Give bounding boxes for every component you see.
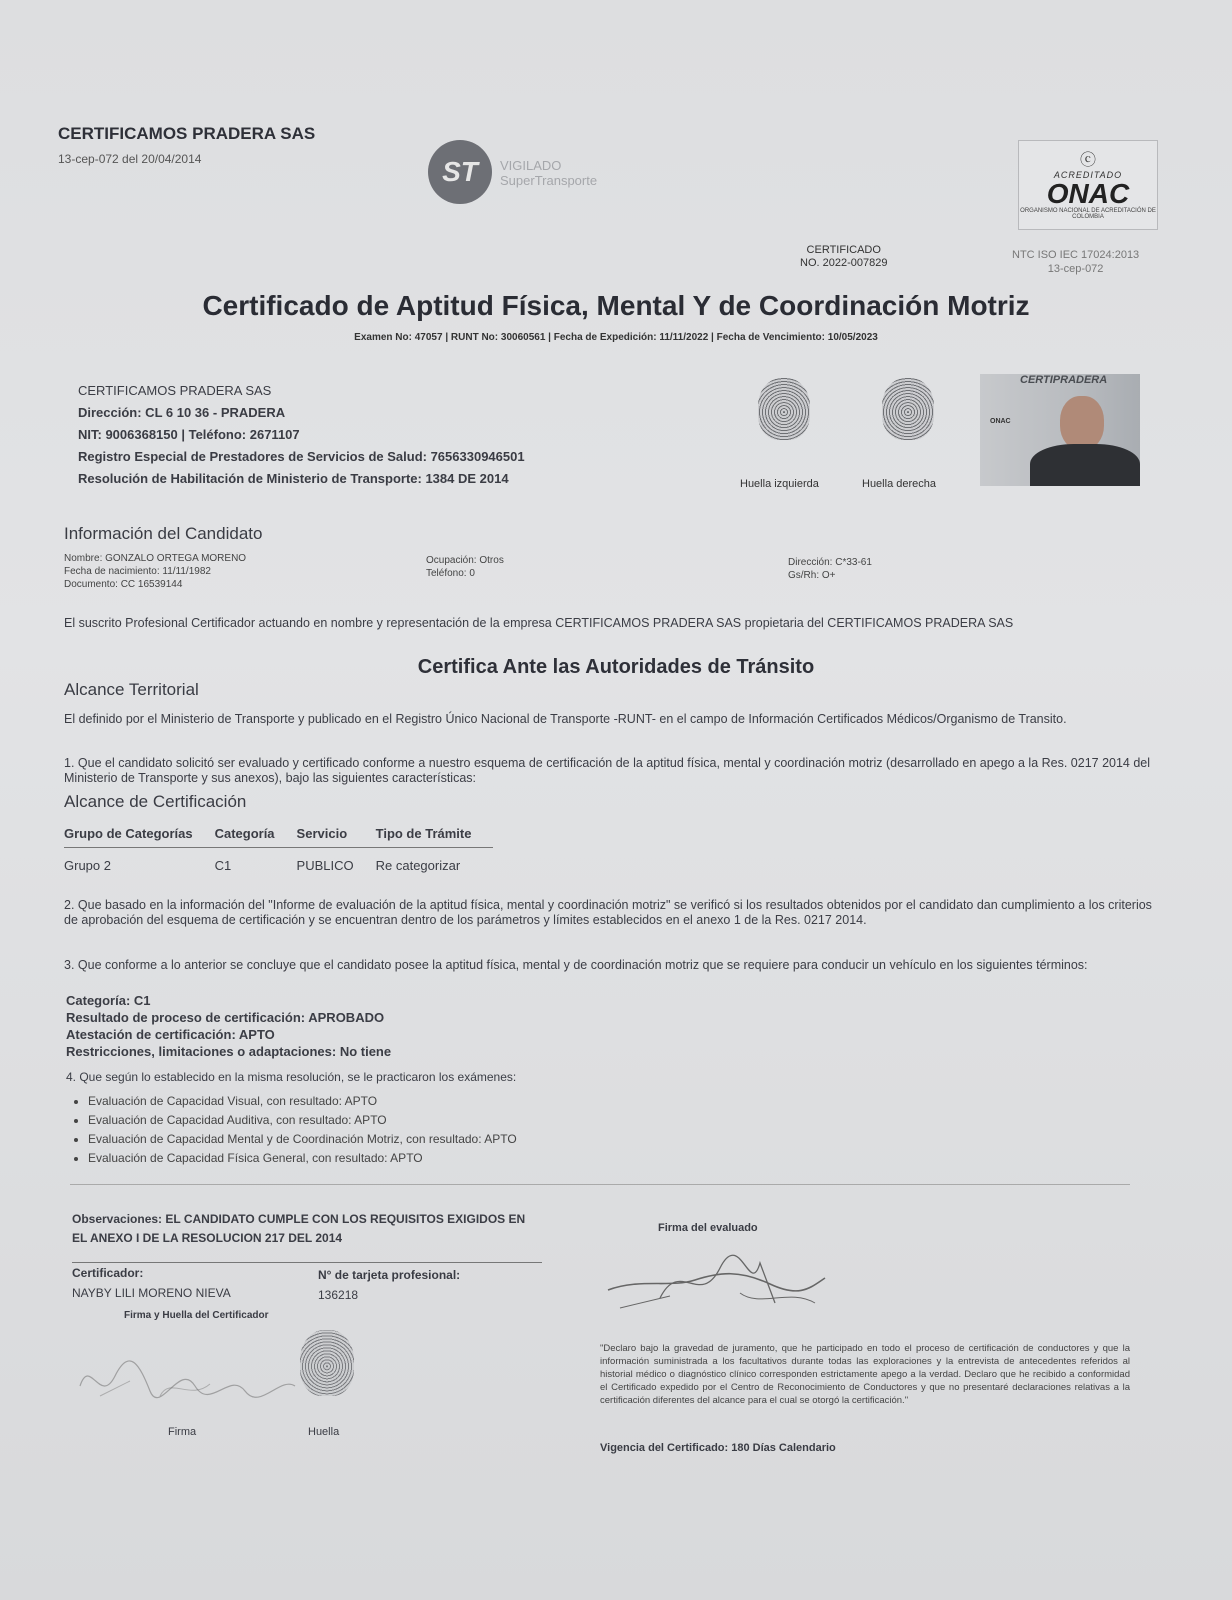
- certifier-label: Certificador:: [72, 1266, 144, 1280]
- st-brand-line2: SuperTransporte: [500, 173, 598, 188]
- issuer-nit: NIT: 9006368150 | Teléfono: 2671107: [78, 427, 300, 442]
- supertransporte-brand: [500, 158, 597, 188]
- left-fingerprint-image: [758, 378, 810, 440]
- right-fingerprint-label: Huella derecha: [862, 478, 936, 490]
- issuer-resolucion: Resolución de Habilitación de Ministerio de Transporte: 1384 DE 2014: [78, 471, 509, 486]
- observations-underline: [72, 1262, 542, 1263]
- issuer-info: [78, 380, 525, 490]
- issuer-registro: Registro Especial de Prestadores de Servicios de Salud: 7656330946501: [78, 449, 525, 464]
- observations: Observaciones: EL CANDIDATO CUMPLE CON LOS REQUISITOS EXIGIDOS EN EL ANEXO I DE LA RESOLUCION 217 DEL 2014: [72, 1212, 526, 1245]
- list-item: • Evaluación de Capacidad Mental y de Coordinación Motriz, con resultado: APTO: [88, 1130, 770, 1149]
- certifier-signature: [70, 1346, 300, 1416]
- certifier-sign-label: Firma y Huella del Certificador: [124, 1310, 269, 1321]
- cell-grupo: Grupo 2: [64, 858, 111, 873]
- issuer-address: Dirección: CL 6 10 36 - PRADERA: [78, 405, 286, 420]
- onac-name: ONAC: [1046, 178, 1130, 209]
- photo-brand: CERTIPRADERA: [1020, 374, 1108, 386]
- candidate-photo: [980, 374, 1140, 486]
- cell-tramite: Re categorizar: [375, 858, 461, 873]
- ntc-standard-value: NTC ISO IEC 17024:2013: [1012, 249, 1140, 261]
- table-row: [64, 848, 493, 874]
- evaluado-sign-label: Firma del evaluado: [658, 1222, 758, 1234]
- candidate-phone: Teléfono: 0: [426, 568, 475, 579]
- certificate-number-value: NO. 2022-007829: [800, 257, 888, 269]
- candidate-blood-type: Gs/Rh: O+: [788, 570, 836, 581]
- divider: [70, 1184, 1130, 1185]
- candidate-address: Dirección: C*33-61: [788, 557, 872, 568]
- supertransporte-logo: ST: [428, 140, 492, 204]
- list-item: • Evaluación de Capacidad Visual, con resultado: APTO: [88, 1092, 770, 1111]
- certification-results: [66, 992, 391, 1060]
- category-table-grid: [64, 826, 493, 873]
- candidate-name: Nombre: GONZALO ORTEGA MORENO: [64, 553, 247, 564]
- result-proceso: Resultado de proceso de certificación: APROBADO: [66, 1010, 385, 1025]
- intro-paragraph: El suscrito Profesional Certificador actuando en nombre y representación de la empresa CERTIFICAMOS PRADERA SAS propietaria del CERTIFICAMOS PRADERA SAS: [64, 616, 1014, 630]
- alcance-territorial-title: Alcance Territorial: [64, 680, 199, 699]
- candidate-section-title: Información del Candidato: [64, 524, 263, 543]
- candidate-document: Documento: CC 16539144: [64, 579, 183, 590]
- certifier-fingerprint: [300, 1330, 354, 1396]
- certificate-number: [800, 244, 887, 270]
- onac-symbol-icon: ⓒ: [1079, 152, 1096, 169]
- left-fingerprint-label: Huella izquierda: [740, 478, 819, 490]
- header-categoria: Categoría: [215, 826, 297, 848]
- list-item: • Evaluación de Capacidad Auditiva, con resultado: APTO: [88, 1111, 770, 1130]
- exams-list: [70, 1092, 770, 1168]
- photo-body: [1030, 444, 1140, 486]
- ntc-standard: [1012, 248, 1139, 276]
- certificate-validity: Vigencia del Certificado: 180 Días Calendario: [600, 1442, 836, 1454]
- list-item: • Evaluación de Capacidad Física General, con resultado: APTO: [88, 1149, 770, 1168]
- category-table-header: [64, 826, 493, 848]
- alcance-certificacion-title: Alcance de Certificación: [64, 792, 247, 811]
- firma-label: Firma: [168, 1426, 197, 1438]
- photo-head: [1060, 396, 1104, 450]
- right-fingerprint-image: [882, 378, 934, 440]
- header-servicio: Servicio: [297, 826, 376, 848]
- card-number: 136218: [318, 1288, 359, 1302]
- card-number-label: N° de tarjeta profesional:: [318, 1268, 461, 1282]
- certifica-title: Certifica Ante las Autoridades de Tránsito: [417, 656, 815, 678]
- issuer-name: CERTIFICAMOS PRADERA SAS: [78, 383, 272, 398]
- candidate-birthdate: Fecha de nacimiento: 11/11/1982: [64, 566, 211, 577]
- st-brand-line1: VIGILADO: [500, 158, 562, 173]
- candidate-occupation: Ocupación: Otros: [426, 555, 504, 566]
- header-grupo: Grupo de Categorías: [64, 826, 215, 848]
- point-3: 3. Que conforme a lo anterior se concluye que el candidato posee la aptitud física, mental y de coordinación motriz que se requiere para conducir un vehículo en los siguientes términos:: [64, 958, 1088, 972]
- category-table: [64, 826, 493, 873]
- exam-info-line: Examen No: 47057 | RUNT No: 30060561 | Fecha de Expedición: 11/11/2022 | Fecha de Vencimiento: 10/05/2023: [354, 332, 878, 343]
- cep-reference: 13-cep-072 del 20/04/2014: [58, 152, 202, 166]
- result-atestacion: Atestación de certificación: APTO: [66, 1027, 275, 1042]
- ntc-cep: 13-cep-072: [1047, 263, 1104, 275]
- evaluado-declaration: "Declaro bajo la gravedad de juramento, que he participado en todo el proceso de certificación de conductores y que la información suministrada a los facultativos durante todas las exploraciones y la entrevista de antecedentes referidos al historial médico o diagnóstico clínico corresponden estrictamente apego a la verdad. Declaro que he recibido a conformidad el Certificado expedido por el Centro de Reconocimiento de Conductores y que no presentaré declaraciones relativas a la certificación diferentes del alcance para el cual se otorgó la certificación.": [600, 1343, 1130, 1406]
- company-name-header: CERTIFICAMOS PRADERA SAS: [58, 124, 316, 143]
- header-tramite: Tipo de Trámite: [376, 826, 494, 848]
- photo-onac: ONAC: [990, 418, 1011, 425]
- result-categoria: Categoría: C1: [66, 993, 151, 1008]
- cell-servicio: PUBLICO: [296, 858, 354, 873]
- result-restricciones: Restricciones, limitaciones o adaptaciones: No tiene: [66, 1044, 392, 1059]
- candidate-col2: [426, 554, 504, 580]
- evaluado-signature: [600, 1248, 840, 1328]
- certifier-name: NAYBY LILI MORENO NIEVA: [72, 1286, 231, 1300]
- candidate-col3: [788, 556, 872, 582]
- cell-categoria: C1: [214, 858, 232, 873]
- candidate-col1: [64, 552, 246, 591]
- point-4: 4. Que según lo establecido en la misma resolución, se le practicaron los exámenes:: [66, 1070, 517, 1084]
- alcance-territorial-text: El definido por el Ministerio de Transporte y publicado en el Registro Único Nacional de Transporte -RUNT- en el campo de Información Certificados Médicos/Organismo de Transito.: [64, 712, 1067, 726]
- document-title: Certificado de Aptitud Física, Mental Y de Coordinación Motriz: [202, 290, 1030, 321]
- point-1: 1. Que el candidato solicitó ser evaluado y certificado conforme a nuestro esquema de certificación de la aptitud física, mental y coordinación motriz (desarrollado en apego a la Res. 0217 2014 del Ministerio de Transporte y sus anexos), bajo las siguientes características:: [64, 756, 1151, 785]
- onac-acreditado: ACREDITADO: [1053, 170, 1123, 180]
- onac-subtitle: ORGANISMO NACIONAL DE ACREDITACIÓN DE COLOMBIA: [1020, 208, 1156, 220]
- onac-accreditation-logo: [1018, 140, 1158, 230]
- exams-list-items: [70, 1092, 770, 1168]
- huella-label: Huella: [308, 1426, 340, 1438]
- certificate-label: CERTIFICADO: [806, 244, 881, 256]
- point-2: 2. Que basado en la información del "Informe de evaluación de la aptitud física, mental y coordinación motriz" se verificó si los resultados obtenidos por el candidato dan cumplimiento a los criterios de aprobación del esquema de certificación y se encuentran dentro de los parámetros y límites establecidos en el anexo 1 de la Res. 0217 2014.: [64, 898, 1152, 927]
